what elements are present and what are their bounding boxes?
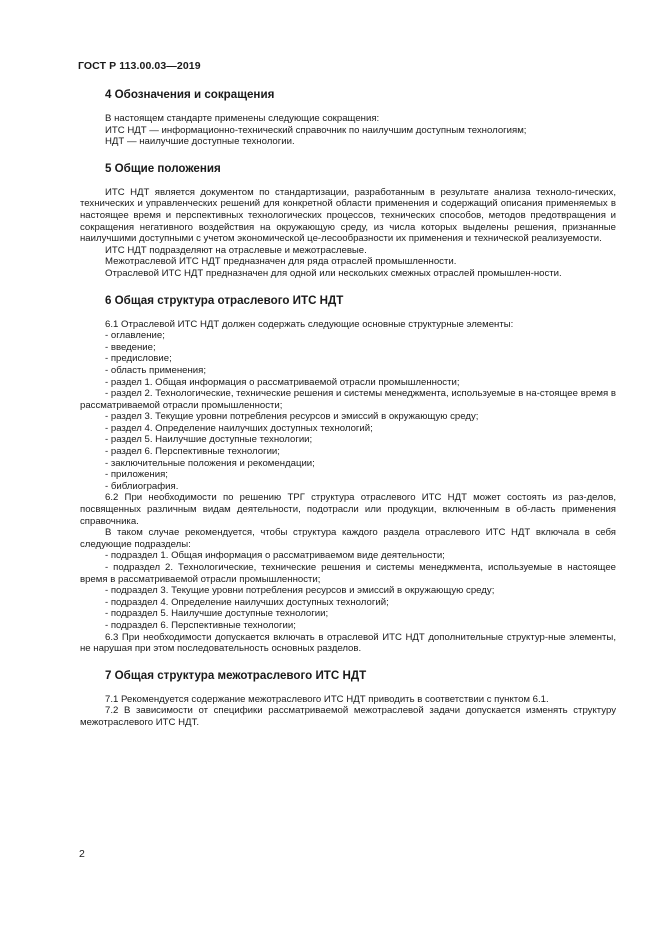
list-item: - приложения; (105, 469, 168, 481)
list-item: - предисловие; (105, 353, 172, 365)
list-item: - оглавление; (105, 330, 165, 342)
section-4-title: 4 Обозначения и сокращения (105, 88, 275, 101)
paragraph: В таком случае рекомендуется, чтобы структура каждого раздела отраслевого ИТС НДТ включала в себя следующие подразделы: (80, 527, 616, 550)
paragraph: Отраслевой ИТС НДТ предназначен для одной или нескольких смежных отраслей промышлен-ности. (105, 267, 562, 279)
section-6-title: 6 Общая структура отраслевого ИТС НДТ (105, 293, 344, 307)
document-body (80, 88, 616, 729)
section-6 (80, 294, 616, 655)
paragraph: 6.3 При необходимости допускается включать в отраслевой ИТС НДТ дополнительные структур-ные элементы, не нарушая при этом последовательность основных разделов. (80, 631, 616, 655)
list-item: - раздел 4. Определение наилучших доступных технологий; (105, 422, 373, 434)
section-5-title: 5 Общие положения (105, 161, 221, 175)
paragraph: ИТС НДТ является документом по стандартизации, разработанным в результате анализа техноло-гических, технических и управленческих решений для конкретной области применения и содержащий описания применяемых в настоящее время и перспективных технологических процессов, технических способов, методов предотвращения и сокращения негативного воздействия на окружающую среду, из числа которых выделены решения, признанные наилучшими доступными с учетом экономической це-лесообразности их применения и технической реализуемости. (80, 186, 616, 245)
list-item: - подраздел 3. Текущие уровни потребления ресурсов и эмиссий в окружающую среду; (105, 585, 495, 597)
list-item: - введение; (105, 341, 156, 353)
section-4 (80, 88, 616, 148)
paragraph: 6.1 Отраслевой ИТС НДТ должен содержать следующие основные структурные элементы: (105, 318, 514, 330)
list-item: - раздел 6. Перспективные технологии; (105, 446, 280, 458)
paragraph: Межотраслевой ИТС НДТ предназначен для ряда отраслей промышленности. (105, 256, 457, 268)
paragraph: ИТС НДТ — информационно-технический справочник по наилучшим доступным технологиям; (105, 124, 527, 136)
paragraph: НДТ — наилучшие доступные технологии. (105, 136, 295, 148)
list-item: - раздел 3. Текущие уровни потребления ресурсов и эмиссий в окружающую среду; (105, 411, 479, 423)
list-item: - заключительные положения и рекомендации; (105, 457, 315, 469)
standard-header: ГОСТ Р 113.00.03—2019 (78, 60, 201, 72)
list-item: - подраздел 2. Технологические, технические решения и системы менеджмента, используемые в настоящее время в рассматриваемой отрасли промышленности; (80, 562, 616, 585)
section-5 (80, 162, 616, 280)
page-number: 2 (79, 848, 85, 860)
paragraph: 7.1 Рекомендуется содержание межотраслевого ИТС НДТ приводить в соответствии с пунктом 6.1. (105, 693, 549, 705)
paragraph: 7.2 В зависимости от специфики рассматриваемой межотраслевой задачи допускается изменять структуру межотраслевого ИТС НДТ. (80, 705, 616, 728)
section-7-title: 7 Общая структура межотраслевого ИТС НДТ (105, 668, 367, 682)
list-item: - библиография. (105, 480, 179, 492)
list-item: - подраздел 6. Перспективные технологии; (105, 619, 296, 631)
paragraph: ИТС НДТ подразделяют на отраслевые и межотраслевые. (105, 244, 367, 256)
list-item: - подраздел 4. Определение наилучших доступных технологий; (105, 596, 389, 608)
section-7 (80, 669, 616, 729)
list-item: - раздел 1. Общая информация о рассматриваемой отрасли промышленности; (105, 376, 460, 388)
list-item: - раздел 2. Технологические, технические решения и системы менеджмента, используемые в на-стоящее время в рассматриваемой отрасли промышленности; (80, 388, 616, 411)
list-item: - подраздел 5. Наилучшие доступные технологии; (105, 608, 329, 620)
list-item: - подраздел 1. Общая информация о рассматриваемом виде деятельности; (105, 550, 445, 562)
paragraph: 6.2 При необходимости по решению ТРГ структура отраслевого ИТС НДТ может состоять из раз-делов, посвященных различным видам деятельности, подотрасли или продукции, включенным в об-ласть применения справочника. (80, 492, 616, 527)
list-item: - раздел 5. Наилучшие доступные технологии; (105, 434, 313, 446)
list-item: - область применения; (105, 364, 207, 376)
paragraph: В настоящем стандарте применены следующие сокращения: (105, 113, 380, 124)
